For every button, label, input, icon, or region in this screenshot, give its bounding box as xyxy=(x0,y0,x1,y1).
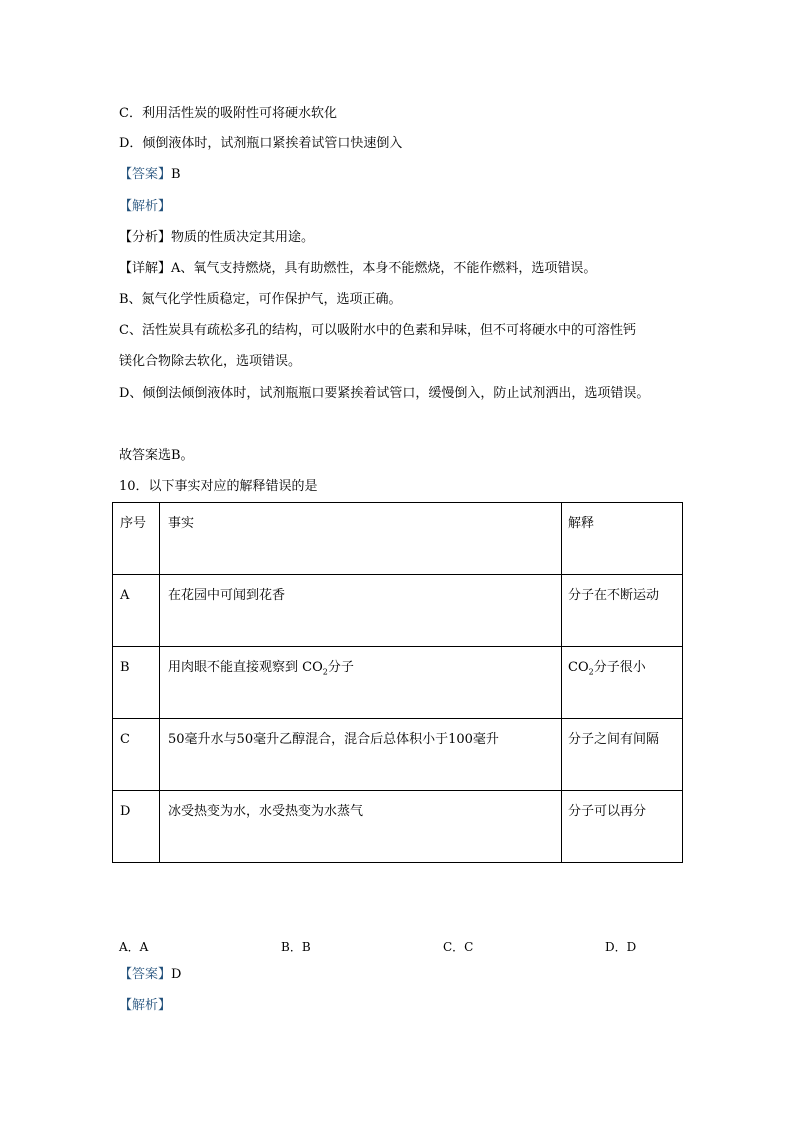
question-10-stem: 10．以下事实对应的解释错误的是 xyxy=(119,479,318,494)
conclusion: 故答案选B。 xyxy=(119,448,194,463)
table-row xyxy=(113,791,683,863)
header-fact: 事实 xyxy=(160,503,562,575)
answer-tag: 【答案】 xyxy=(119,167,172,182)
row-fact: 50毫升水与50毫升乙醇混合，混合后总体积小于100毫升 xyxy=(160,719,562,791)
table-row xyxy=(113,647,683,719)
explain-text: CO xyxy=(568,660,589,675)
header-explain: 解释 xyxy=(562,503,683,575)
choice-a: A．A xyxy=(119,940,149,954)
fenxi-line xyxy=(119,230,314,246)
subscript: 2 xyxy=(588,667,594,677)
row-fact: 在花园中可闻到花香 xyxy=(160,575,562,647)
fact-text: 用肉眼不能直接观察到 CO xyxy=(168,660,323,675)
option-c: C．利用活性炭的吸附性可将硬水软化 xyxy=(119,106,337,121)
subscript: 2 xyxy=(322,667,328,677)
row-explain xyxy=(562,647,683,719)
xiangjie-tag: 【详解】 xyxy=(119,261,172,276)
xiangjie-d: D、倾倒法倾倒液体时，试剂瓶瓶口要紧挨着试管口，缓慢倒入，防止试剂洒出，选项错误。 xyxy=(119,386,650,401)
row-explain: 分子之间有间隔 xyxy=(562,719,683,791)
row-fact xyxy=(160,647,562,719)
xiangjie-c2: 镁化合物除去软化，选项错误。 xyxy=(119,354,302,369)
table-header-row xyxy=(113,503,683,575)
option-d: D．倾倒液体时，试剂瓶口紧挨着试管口快速倒入 xyxy=(119,136,403,151)
answer-value: B xyxy=(171,167,181,182)
fenxi-tag: 【分析】 xyxy=(119,230,172,245)
answer-value: D xyxy=(171,967,182,982)
analysis-heading xyxy=(119,199,171,215)
facts-table xyxy=(112,502,683,863)
fact-text-end: 分子 xyxy=(327,660,354,675)
row-explain: 分子可以再分 xyxy=(562,791,683,863)
choice-b: B．B xyxy=(281,940,311,954)
row-id: B xyxy=(113,647,160,719)
row-fact: 冰受热变为水，水受热变为水蒸气 xyxy=(160,791,562,863)
row-explain: 分子在不断运动 xyxy=(562,575,683,647)
header-id: 序号 xyxy=(113,503,160,575)
xiangjie-line-a xyxy=(119,261,596,277)
choice-c: C．C xyxy=(443,940,474,954)
fenxi-text: 物质的性质决定其用途。 xyxy=(171,230,315,245)
table-row xyxy=(113,575,683,647)
analysis-heading-10 xyxy=(119,998,171,1014)
row-id: A xyxy=(113,575,160,647)
xiangjie-b: B、氮气化学性质稳定，可作保护气，选项正确。 xyxy=(119,292,402,307)
answer-line xyxy=(119,167,181,183)
answer-line-10 xyxy=(119,967,181,983)
row-id: C xyxy=(113,719,160,791)
answer-tag: 【答案】 xyxy=(119,967,172,982)
row-id: D xyxy=(113,791,160,863)
xiangjie-c1: C、活性炭具有疏松多孔的结构，可以吸附水中的色素和异味，但不可将硬水中的可溶性钙 xyxy=(119,323,636,338)
analysis-tag: 【解析】 xyxy=(119,199,172,214)
xiangjie-a: A、氧气支持燃烧，具有助燃性，本身不能燃烧，不能作燃料，选项错误。 xyxy=(171,261,597,276)
choice-d: D．D xyxy=(605,940,637,954)
analysis-tag: 【解析】 xyxy=(119,998,172,1013)
explain-text-end: 分子很小 xyxy=(593,660,646,675)
table-row xyxy=(113,719,683,791)
